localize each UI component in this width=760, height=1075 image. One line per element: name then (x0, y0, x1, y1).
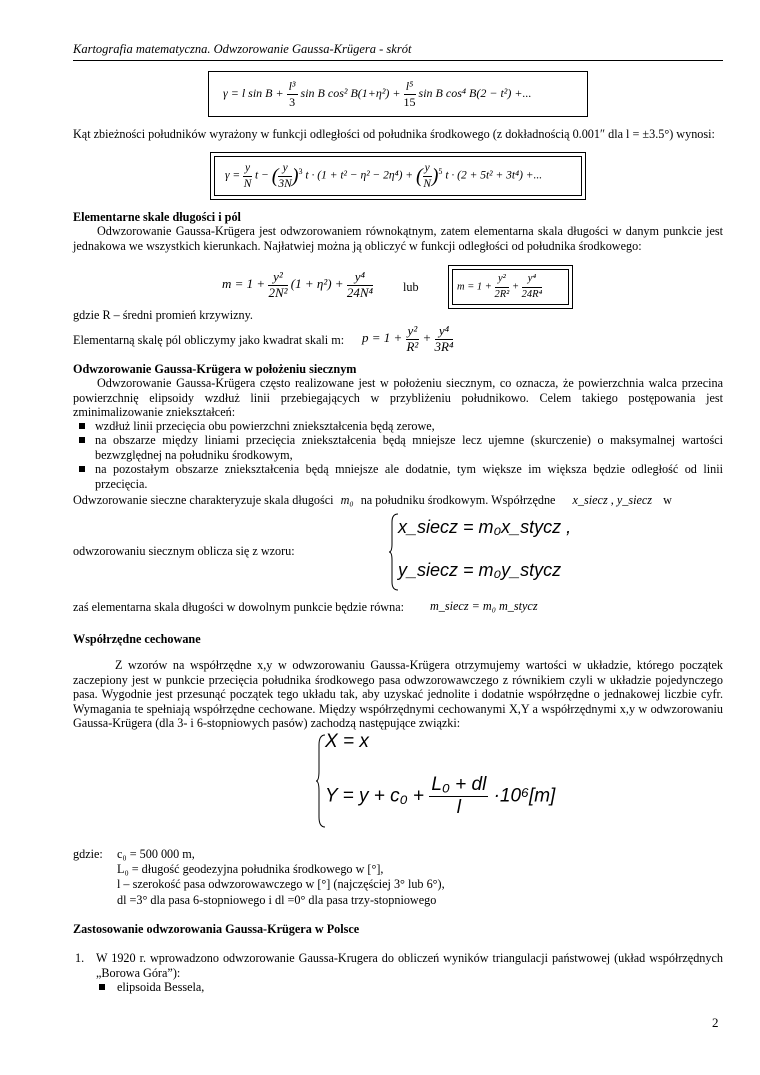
definition-item: dl =3° dla pasa 6-stopniowego i dl =0° dla pasa trzy-stopniowego (117, 893, 437, 907)
definition-item: L₀ = długość geodezyjna południka środkowego w [°], (117, 862, 384, 876)
convergence-paragraph: Kąt zbieżności południków wyrażony w funkcji odległości od południka środkowego (z dokładnością 0.001″ dla l = ±3.5°) wynosi: (73, 127, 715, 141)
formula-m-alt-box (448, 265, 573, 309)
fraction (243, 161, 252, 191)
formula-term: m = 1 + (457, 281, 492, 293)
fraction-denominator: 2N² (268, 284, 288, 300)
formula-gamma-1-box (208, 71, 588, 117)
paren-close: ) (291, 164, 299, 187)
text-segment: Odwzorowanie sieczne charakteryzuje skala długości (73, 493, 334, 507)
fraction-numerator: y² (268, 270, 287, 286)
system-eq-x: x_siecz = m₀x_stycz , (398, 517, 572, 537)
paren-close: ) (431, 164, 439, 187)
formula-gamma-2-box (210, 152, 586, 200)
formula-gamma-2 (225, 161, 542, 191)
area-scale-text: Elementarną skalę pól obliczymy jako kwadrat skali m: (73, 333, 345, 347)
fraction-numerator: L₀ + dl (431, 774, 487, 795)
formula-term: t − (255, 169, 269, 182)
formula-term: γ = (225, 169, 241, 182)
bullet-icon (79, 466, 87, 474)
bullet-icon (79, 423, 87, 431)
fraction-denominator: N (243, 177, 252, 190)
fraction (406, 324, 420, 354)
formula-term: t · (2 + 5t² + 3t⁴) +... (445, 169, 543, 182)
text-segment: w (663, 493, 672, 507)
fraction-numerator: l³ (288, 79, 296, 93)
section-heading-scales: Elementarne skale długości i pól (73, 210, 241, 224)
page-header: Kartografia matematyczna. Odwzorowanie Gaussa-Krügera - skrót (73, 42, 723, 61)
fraction-numerator: y⁴ (522, 272, 543, 288)
formula-term: sin B cos² B(1+η²) + (300, 85, 401, 100)
fraction (347, 270, 373, 300)
hatched-paragraph: Z wzorów na współrzędne x,y w odwzorowaniu Gaussa-Krügera otrzymujemy wartości w układzie, którego początek zaczepiony jest w punkcie przecięcia południka środkowego pasa odwzorowawczego z równikiem czyli w układzie pojedynczego pasa. Wygodnie jest przesunąć początek tego układu tak, aby uzyskać jednolite i dodatnie współrzędne o jednakowej liczbie cyfr. Wymagania te spełniają współrzędne cechowane. Między współrzędnymi cechowanymi X,Y a współrzędnymi x,y w odwzorowaniu Gaussa-Krügera (dla 3- i 6-stopniowych pasów) zachodzą następujące związki: (73, 658, 723, 731)
fraction-numerator: l⁵ (404, 79, 416, 95)
definition-item: c₀ = 500 000 m, (117, 847, 195, 861)
fraction (423, 161, 432, 191)
bullet-text: wzdłuż linii przecięcia obu powierzchni zniekształcenia będą zerowe, (95, 419, 435, 433)
fraction (522, 272, 543, 302)
fraction-denominator: l (456, 797, 461, 818)
formula-term: sin B cos⁴ B(2 − t²) +... (418, 85, 532, 100)
bullet-text: na obszarze między liniami przecięcia zniekształcenia będą mniejsze lecz ujemne (skurczenie) o maksymalnej wartości bezwzględnej na południku środkowym, (95, 433, 723, 462)
math-inline: x_siecz , y_siecz (572, 493, 653, 507)
list-number: 1. (75, 951, 85, 965)
fraction-denominator: 24R⁴ (521, 288, 543, 300)
formula-term: ·10⁶[m] (493, 785, 556, 807)
bullet-text: na pozostałym obszarze zniekształcenia będą mniejsze ale dodatnie, tym większe im większa będzie odległość od linii przecięcia. (95, 462, 723, 491)
fraction-denominator: 15 (403, 94, 416, 109)
formula-term: t · (1 + t² − η² − 2η⁴) + (305, 169, 414, 182)
math-inline: m₀ (340, 493, 354, 507)
secant-paragraph: Odwzorowanie Gaussa-Krügera często realizowane jest w położeniu siecznym, co oznacza, że powierzchnia walca przecina powierzchnię elipsoidy wzdłuż linii przebiegających w przybliżeniu południkowo. Celem takiego postępowania jest zminimalizowanie zniekształceń: (73, 376, 723, 420)
secant-line-1 (73, 493, 723, 508)
formula-term: p = 1 + (362, 330, 403, 346)
fraction (404, 79, 416, 109)
section-heading-secant: Odwzorowanie Gaussa-Krügera w położeniu siecznym (73, 362, 357, 376)
fraction-numerator: y⁴ (435, 324, 454, 340)
eq-X: X = x (325, 731, 369, 752)
formula-p (362, 324, 453, 354)
section-heading-hatched: Współrzędne cechowane (73, 632, 201, 646)
fraction-numerator: y (278, 161, 291, 177)
list-item-text: W 1920 r. wprowadzono odwzorowanie Gaussa-Krugera do obliczeń wyników triangulacji państwowej (układ współrzędnych „Borowa Góra”): (96, 951, 723, 980)
fraction-numerator: y² (407, 323, 418, 338)
eq-Y (325, 774, 555, 819)
section-heading-poland: Zastosowanie odwzorowania Gaussa-Krügera w Polsce (73, 922, 360, 936)
secant-line-2: odwzorowaniu siecznym oblicza się z wzoru: (73, 544, 295, 558)
formula-term: Y = y + c₀ + (325, 785, 425, 807)
formula-m (222, 270, 373, 300)
lub-text: lub (403, 280, 419, 294)
text-segment: na południku środkowym. Współrzędne (360, 493, 556, 507)
gdzie-label: gdzie: (73, 847, 103, 861)
fraction (495, 272, 510, 302)
bullet-icon (99, 984, 107, 992)
paren-open: ( (415, 164, 423, 187)
definition-item: l – szerokość pasa odwzorowawczego w [°] (najczęściej 3° lub 6°), (117, 877, 445, 891)
fraction-denominator: 3 (289, 94, 296, 109)
scales-paragraph: Odwzorowanie Gaussa-Krügera jest odwzorowaniem równokątnym, zatem elementarna skala długości w danym punkcie jest jednakowa we wszystkich kierunkach. Najłatwiej można ją obliczyć w funkcji odległości od południka środkowego: (73, 224, 723, 253)
fraction-denominator: R² (406, 338, 419, 354)
radius-note: gdzie R – średni promień krzywizny. (73, 308, 253, 322)
page-number: 2 (712, 1015, 719, 1030)
formula-term: m = 1 + (222, 276, 266, 292)
exponent: 5 (438, 166, 443, 176)
formula-term: + (511, 281, 520, 293)
formula-m-siecz: m_siecz = m₀ m_stycz (430, 599, 538, 613)
fraction (268, 270, 287, 300)
fraction-numerator: y⁴ (347, 270, 373, 286)
paren-open: ( (271, 164, 279, 187)
fraction-numerator: y² (495, 272, 510, 288)
bullet-icon (79, 437, 87, 445)
fraction-denominator: 2R² (494, 288, 510, 300)
fraction (287, 79, 298, 109)
system-eq-y: y_siecz = m₀y_stycz (398, 560, 562, 580)
fraction-denominator: 3N (278, 177, 292, 190)
formula-m-alt (457, 272, 542, 302)
formula-gamma-1 (223, 79, 531, 109)
sub-bullet-text: elipsoida Bessela, (117, 980, 205, 994)
fraction-denominator: 3R⁴ (434, 338, 454, 354)
formula-term: + (422, 330, 432, 346)
fraction-numerator: y (423, 161, 432, 177)
formula-term: (1 + η²) + (290, 276, 344, 292)
fraction-numerator: y (243, 161, 252, 177)
formula-term: γ = l sin B + (223, 85, 284, 100)
fraction (278, 161, 291, 191)
fraction-denominator: N (423, 177, 432, 190)
secant-line-3: zaś elementarna skala długości w dowolnym punkcie będzie równa: (73, 600, 404, 614)
fraction (429, 774, 488, 819)
exponent: 3 (298, 166, 303, 176)
fraction (435, 324, 454, 354)
fraction-denominator: 24N⁴ (346, 284, 374, 300)
